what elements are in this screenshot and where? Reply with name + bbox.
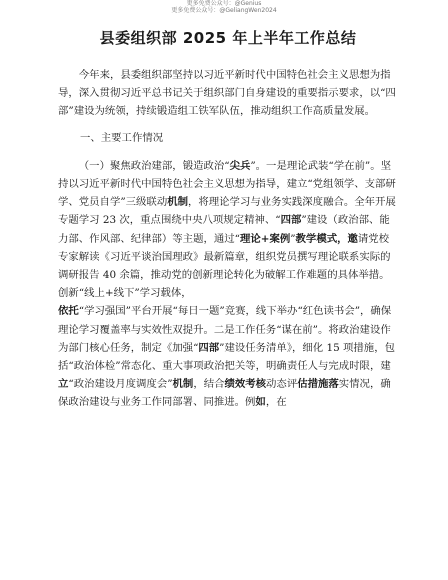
bold-run: 尖兵 <box>229 159 251 172</box>
watermark-line-1: 更多免费公众号：@Genius <box>186 0 262 7</box>
paragraph-learning-platform <box>58 302 398 411</box>
paragraph-political-building <box>58 157 398 303</box>
intro-paragraph: 今年来，县委组织部坚持以习近平新时代中国特色社会主义思想为指导，深入贯彻习近平总书记关于组织部门自身建设的重要指示要求，以“四部”建设为统领，持续锻造组工铁军队伍，推动组织工作高质量发展。 <box>58 69 396 118</box>
text-run: ” <box>290 232 296 245</box>
section-heading: 一、主要工作情况 <box>80 131 164 144</box>
bold-run: 教学模式，邀 <box>295 232 358 245</box>
watermark-line-2: 更多免费公众号：@GeliangWen2024 <box>171 7 277 14</box>
bold-run: 机制 <box>172 378 194 391</box>
text-run: 动态评 <box>266 378 298 391</box>
bold-run: 理论+案例 <box>239 232 291 245</box>
text-run: ，在 <box>265 396 287 409</box>
bold-run: 四部 <box>198 341 220 354</box>
bold-run: 如 <box>255 396 266 409</box>
text-run: 请党校专家解读《习近平谈治国理政》最新篇章，组织党员撰写理论联系实际的调研报告 40 余篇，推动党的创新理论转化为破解工作难题的具体举措。创新“线上+线下”学习载体， <box>58 232 391 300</box>
bold-run: 四部 <box>280 214 302 227</box>
text-run: ”。一是理论武装“学在前”。坚持以习近平新时代中国特色社会主义思想为指导，建立“党组领学、支部研学、党员自学”三级联动 <box>58 159 396 209</box>
bold-run: 依托 <box>58 305 79 318</box>
text-run: ，结合 <box>193 378 225 391</box>
bold-run: 绩效考核 <box>224 378 267 391</box>
document-page <box>58 28 398 412</box>
document-title: 县委组织部 2025 年上半年工作总结 <box>99 29 357 47</box>
bold-run: 立 <box>58 378 69 391</box>
text-run: 实情况，确保政治建设与业务工作同部署、同推进。例 <box>58 378 391 409</box>
bold-run: 机制 <box>167 196 188 209</box>
watermark <box>0 0 448 14</box>
bold-run: 估措施落 <box>297 378 339 391</box>
text-run: ”建设（政治部、能力部、作风部、纪律部）等主题，通过“ <box>58 214 390 245</box>
text-run: “政治建设月度调度会” <box>68 378 173 391</box>
text-run: （一）聚焦政治建部，锻造政治“ <box>78 159 230 172</box>
text-run: ”建设任务清单》，细化 15 项措施，包括“政治体检”常态化、重大事项政治把关等，明确责任人与完成时限，建 <box>58 341 395 373</box>
text-run: ，将理论学习与业务实践深度融合。全年开展专题学习 23 次，重点围绕中央八项规定精神、“ <box>58 196 396 227</box>
text-run: “学习强国”平台开展“每日一题”竞赛，线下举办“红色读书会”，确保理论学习覆盖率与实效性双提升。二是工作任务“谋在前”。将政治建设作为部门核心任务，制定《加强“ <box>58 305 392 354</box>
